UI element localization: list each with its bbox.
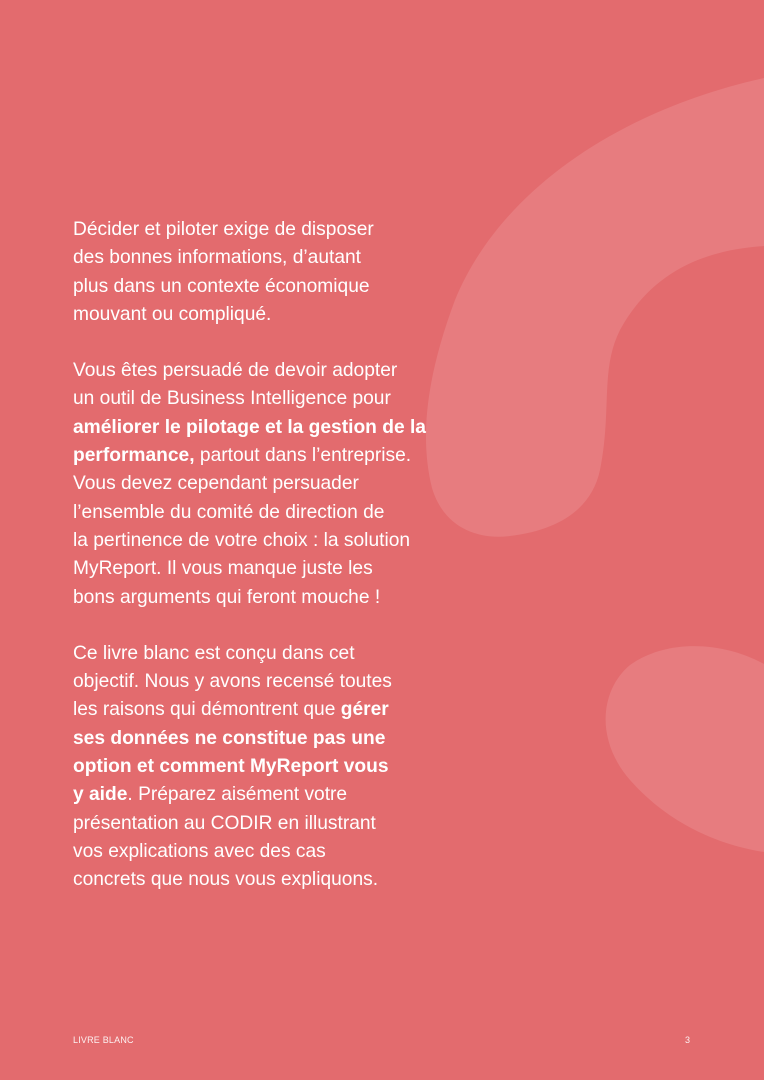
emphasis-text: améliorer le pilotage et la gestion de la performance,	[73, 416, 426, 467]
paragraph-3	[73, 640, 503, 895]
body-text	[73, 216, 503, 923]
footer-label: LIVRE BLANC	[73, 1035, 134, 1045]
body-text-run: Décider et piloter exige de disposer des bonnes informations, d’autant plus dans un contexte économique mouvant ou compliqué.	[73, 219, 374, 325]
emphasis-text: gérer ses données ne constitue pas une option et comment MyReport vous y aide	[73, 699, 389, 806]
body-text-run: Vous êtes persuadé de devoir adopter un outil de Business Intelligence pour	[73, 360, 398, 410]
page-number: 3	[685, 1035, 691, 1045]
blob-shape	[606, 646, 764, 852]
paragraph-1	[73, 216, 503, 329]
body-text-run: partout dans l’entreprise. Vous devez cependant persuader l’ensemble du comité de direction de la pertinence de votre choix : la solution MyReport. Il vous manque juste les bons arguments qui feront mouche !	[73, 445, 412, 608]
body-text-run: Ce livre blanc est conçu dans cet objectif. Nous y avons recensé toutes les raisons qui démontrent que	[73, 642, 392, 721]
body-text-run: . Préparez aisément votre présentation au CODIR en illustrant vos explications avec des cas concrets que nous vous expliquons.	[73, 784, 379, 891]
paragraph-2	[73, 357, 503, 612]
